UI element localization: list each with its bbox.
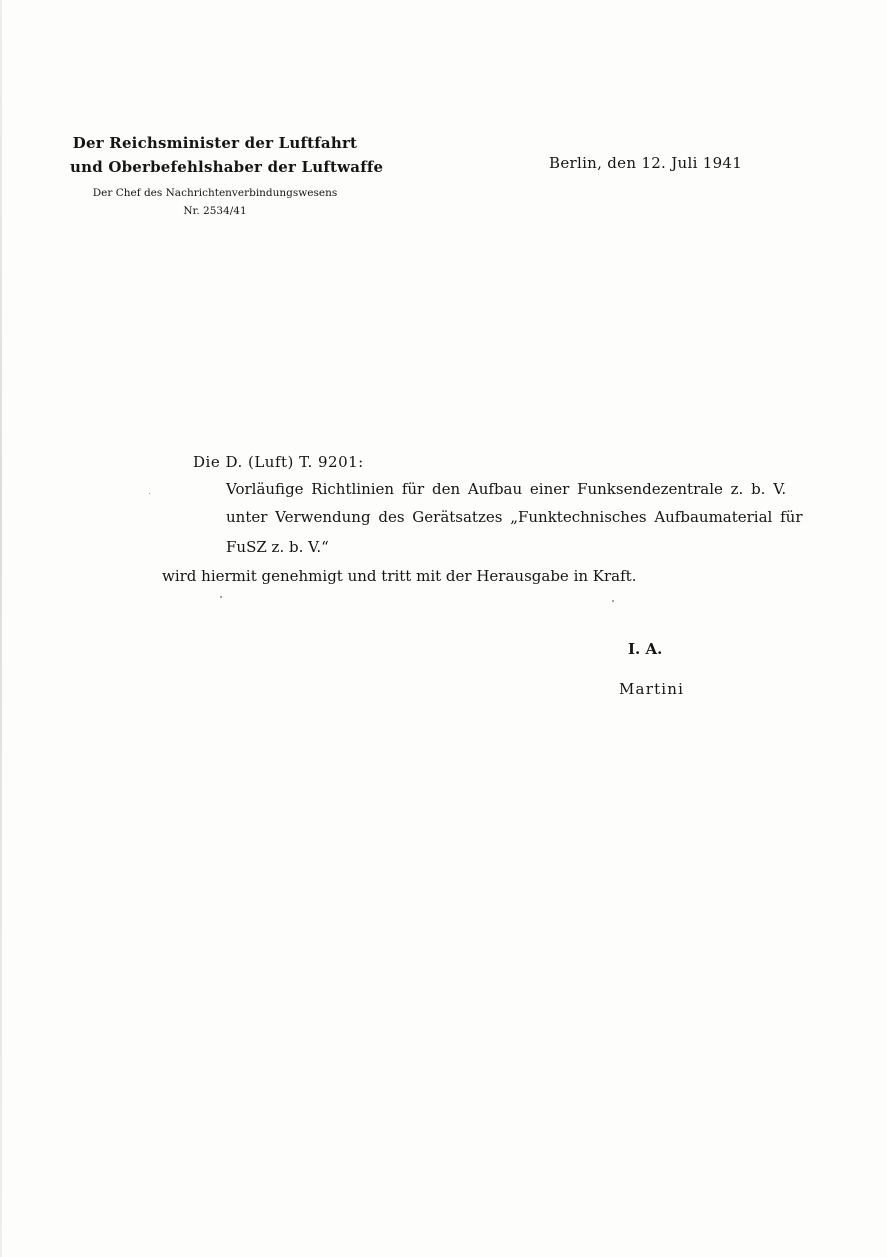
scan-edge (0, 0, 2, 1257)
letterhead-reference-number: Nr. 2534/41 (183, 205, 247, 217)
letterhead (70, 131, 384, 219)
letterhead-command: und Oberbefehlshaber der Luftwaffe (70, 158, 384, 176)
body-line-title-3: FuSZ z. b. V.“ (226, 538, 329, 556)
scan-speck (220, 596, 222, 598)
body-line-subject: Die D. (Luft) T. 9201: (193, 453, 364, 471)
signature-on-behalf: I. A. (628, 640, 663, 658)
scan-speck (149, 493, 150, 494)
letter-date: Berlin, den 12. Juli 1941 (549, 154, 743, 172)
body-line-title-1: Vorläufige Richtlinien für den Aufbau einer Funksendezentrale z. b. V. (226, 480, 787, 498)
signature-name: Martini (619, 680, 685, 698)
letterhead-ministry: Der Reichsminister der Luftfahrt (72, 134, 358, 152)
body-line-title-2: unter Verwendung des Gerätsatzes „Funktechnisches Aufbaumaterial für (226, 508, 803, 526)
scan-speck (612, 600, 614, 602)
letterhead-department: Der Chef des Nachrichtenverbindungswesens (92, 187, 338, 199)
body-line-approval: wird hiermit genehmigt und tritt mit der Herausgabe in Kraft. (162, 567, 637, 585)
